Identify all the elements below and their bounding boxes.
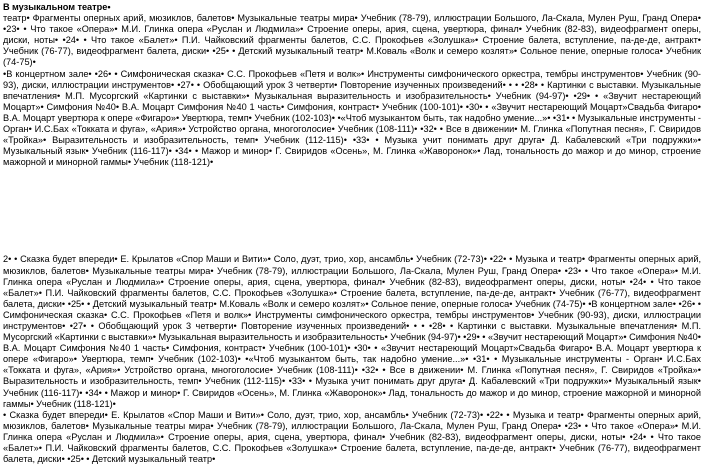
section-1-heading: В музыкальном театре• xyxy=(3,2,111,12)
blank-gap xyxy=(3,168,701,254)
section-2-paragraph-1: 2• • Сказка будет впереди• Е. Крылатов «Спор Маши и Вити»• Соло, дуэт, трио, хор, ансамбль• Учебник (72-73)• •22• • Музыка и театр• Фрагменты оперных арий, мюзиклов, балетов• Музыкальные театры мира• Учебник (78-79), иллюстрации Большого, Ла-Скала, Мулен Руш, Гранд Опера• •23• • Что такое «Опера»• М.И. Глинка опера «Руслан и Людмила»• Строение оперы, ария, сцена, увертюра, финал• Учебник (82-83), видеофрагмент оперы, диски, ноты• •24• • Что такое «Балет»• П.И. Чайковский фрагменты балетов, С.С. Прокофьев «Золушка»• Строение балета, вступление, па-де-де, антракт• Учебник (76-77), видеофрагмент балета, диски• •25• • Детский музыкальный театр• М.Коваль «Волк и семеро козлят»• Сольное пение, оперные голоса• Учебник (74-75)• •В концертном зале• •26• • Симфоническая сказка• С.С. Прокофьев «Петя и волк»• Инструменты симфонического оркестра, тембры инструментов• Учебник (90-93), диски, иллюстрации инструментов• •27• • Обобщающий урок 3 четверти• Повторение изученных произведений• • • •28• • Картинки с выставки. Музыкальные впечатления• М.П. Мусоргский «Картинки с выставки»• Музыкальная выразительность и изобразительность• Учебник (94-97)• •29• • «Звучит нестареющий Моцарт»• Симфония №40• В.А. Моцарт Симфония №40 1 часть• Симфония, контраст• Учебник (100-101)• •30• • «Звучит нестареющий Моцарт»Свадьба Фигаро• В.А. Моцарт увертюра к опере «Фигаро»• Увертюра, темп• Учебник (102-103)• •«Чтоб музыкантом быть, так надобно умение...»• •31• • Музыкальные инструменты - Орган• И.С.Бах «Токката и фуга», «Ария»• Устройство органа, многоголосие• Учебник (108-111)• •32• • Все в движении• М. Глинка «Попутная песня», Г. Свиридов «Тройка»• Выразительность и изобразительность, темп• Учебник (112-115)• •33• • Музыка учит понимать друг друга• Д. Кабалевский «Три подружки»• Музыкальный язык• Учебник (116-117)• •34• • Мажор и минор• Г. Свиридов «Осень», М. Глинка «Жаворонок»• Лад, тональность до мажор и до минор, строение мажорной и минорной гаммы• Учебник (118-121)• xyxy=(3,254,701,409)
section-1-paragraph-2: •В концертном зале• •26• • Симфоническая сказка• С.С. Прокофьев «Петя и волк»• Инструменты симфонического оркестра, тембры инструментов• Учебник (90-93), диски, иллюстрации инструментов• •27• • Обобщающий урок 3 четверти• Повторение изученных произведений• • • •28• • Картинки с выставки. Музыкальные впечатления• М.П. Мусоргский «Картинки с выставки»• Музыкальная выразительность и изобразительность• Учебник (94-97)• •29• • «Звучит нестареющий Моцарт»• Симфония №40• В.А. Моцарт Симфония №40 1 часть• Симфония, контраст• Учебник (100-101)• •30• • «Звучит нестареющий Моцарт»Свадьба Фигаро• В.А. Моцарт увертюра к опере «Фигаро»• Увертюра, темп• Учебник (102-103)• •«Чтоб музыкантом быть, так надобно умение...»• •31• • Музыкальные инструменты - Орган• И.С.Бах «Токката и фуга», «Ария»• Устройство органа, многоголосие• Учебник (108-111)• •32• • Все в движении• М. Глинка «Попутная песня», Г. Свиридов «Тройка»• Выразительность и изобразительность, темп• Учебник (112-115)• •33• • Музыка учит понимать друг друга• Д. Кабалевский «Три подружки»• Музыкальный язык• Учебник (116-117)• •34• • Мажор и минор• Г. Свиридов «Осень», М. Глинка «Жаворонок»• Лад, тональность до мажор и до минор, строение мажорной и минорной гаммы• Учебник (118-121)• xyxy=(3,68,701,168)
section-2-paragraph-2: • Сказка будет впереди• Е. Крылатов «Спор Маши и Вити»• Соло, дуэт, трио, хор, ансамбль• Учебник (72-73)• •22• • Музыка и театр• Фрагменты оперных арий, мюзиклов, балетов• Музыкальные театры мира• Учебник (78-79), иллюстрации Большого, Ла-Скала, Мулен Руш, Гранд Опера• •23• • Что такое «Опера»• М.И. Глинка опера «Руслан и Людмила»• Строение оперы, ария, сцена, увертюра, финал• Учебник (82-83), видеофрагмент оперы, диски, ноты• •24• • Что такое «Балет»• П.И. Чайковский фрагменты балетов, С.С. Прокофьев «Золушка»• Строение балета, вступление, па-де-де, антракт• Учебник (76-77), видеофрагмент балета, диски• •25• • Детский музыкальный театр• xyxy=(3,409,701,465)
section-2 xyxy=(3,254,701,465)
section-1 xyxy=(3,2,701,168)
section-1-paragraph-1: театр• Фрагменты оперных арий, мюзиклов, балетов• Музыкальные театры мира• Учебник (78-79), иллюстрации Большого, Ла-Скала, Мулен Руш, Гранд Опера• •23• • Что такое «Опера»• М.И. Глинка опера «Руслан и Людмила»• Строение оперы, ария, сцена, увертюра, финал• Учебник (82-83), видеофрагмент оперы, диски, ноты• •24• • Что такое «Балет»• П.И. Чайковский фрагменты балетов, С.С. Прокофьев «Золушка»• Строение балета, вступление, па-де-де, антракт• Учебник (76-77), видеофрагмент балета, диски• •25• • Детский музыкальный театр• М.Коваль «Волк и семеро козлят»• Сольное пение, оперные голоса• Учебник (74-75)• xyxy=(3,13,701,68)
